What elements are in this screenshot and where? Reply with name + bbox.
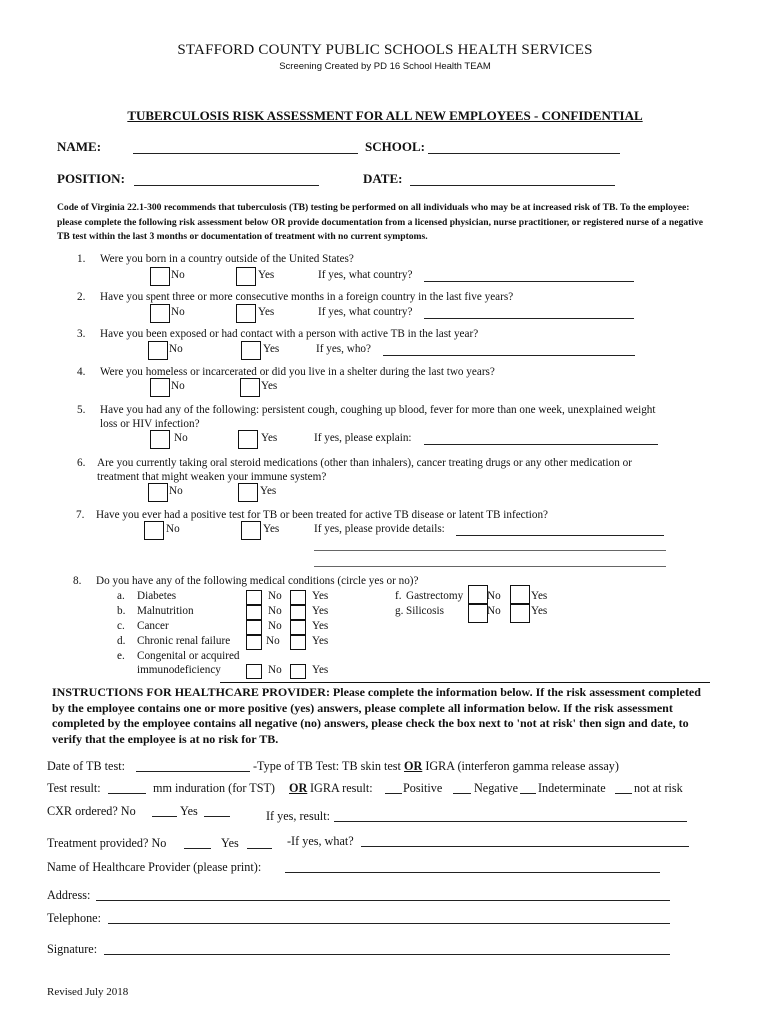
treatment-yes-field[interactable]	[247, 848, 272, 849]
address-label: Address:	[47, 888, 91, 902]
name-label: NAME:	[57, 139, 102, 154]
q5-text: Have you had any of the following: persistent cough, coughing up blood, fever for more than one week, unexplained weight	[100, 404, 656, 416]
q8e-yes-label: Yes	[312, 664, 329, 676]
q6-text-line2: treatment that might weaken your immune system?	[97, 471, 327, 483]
q6-yes-label: Yes	[260, 485, 277, 497]
q8e-label-line2: immunodeficiency	[137, 664, 221, 676]
q4-number: 4.	[77, 366, 86, 378]
q8a-yes-label: Yes	[312, 590, 329, 602]
telephone-label: Telephone:	[47, 911, 101, 925]
q8b-letter: b.	[117, 605, 126, 617]
q4-text: Were you homeless or incarcerated or did you live in a shelter during the last two years?	[100, 366, 495, 378]
q8e-letter: e.	[117, 650, 125, 662]
q8-number: 8.	[73, 575, 82, 587]
q5-number: 5.	[77, 404, 86, 416]
q7-followup: If yes, please provide details:	[314, 523, 445, 535]
q8-text: Do you have any of the following medical conditions (circle yes or no)?	[96, 575, 419, 587]
q2-yes-checkbox[interactable]	[236, 304, 256, 323]
treatment-what-label: -If yes, what?	[287, 834, 354, 848]
q8e-no-label: No	[268, 664, 282, 676]
test-result-label: Test result:	[47, 781, 101, 795]
tb-type-or: OR	[403, 759, 423, 773]
q8b-no-label: No	[268, 605, 282, 617]
q8f-letter: f.	[395, 590, 402, 602]
q8c-yes-label: Yes	[312, 620, 329, 632]
q8c-no-label: No	[268, 620, 282, 632]
tb-type-label	[253, 759, 619, 774]
q8c-no-checkbox[interactable]	[246, 620, 262, 635]
negative-field[interactable]	[453, 793, 471, 794]
q1-number: 1.	[77, 253, 86, 265]
q8f-no-checkbox[interactable]	[468, 585, 488, 604]
q7-no-checkbox[interactable]	[144, 521, 164, 540]
q3-yes-checkbox[interactable]	[241, 341, 261, 360]
q3-yes-label: Yes	[263, 343, 280, 355]
provider-instructions: INSTRUCTIONS FOR HEALTHCARE PROVIDER: Please complete the information below. If the risk assessment completed by the employee contains one or more positive (yes) answers, please complete all information below. If the risk assessment completed by the employee contains all negative (no) answers, please check the box next to 'not at risk' then sign and date, to verify that the employee is at no risk for TB.	[52, 685, 701, 746]
school-label: SCHOOL:	[365, 139, 425, 154]
q8c-yes-checkbox[interactable]	[290, 620, 306, 635]
cxr-yes-field[interactable]	[204, 816, 230, 817]
q8f-no-label: No	[487, 590, 501, 602]
position-label: POSITION:	[57, 171, 125, 186]
q8b-label: Malnutrition	[137, 605, 194, 617]
negative-option: Negative	[474, 781, 518, 795]
q7-yes-label: Yes	[263, 523, 280, 535]
q8d-yes-label: Yes	[312, 635, 329, 647]
positive-option: Positive	[403, 781, 443, 795]
header-title: STAFFORD COUNTY PUBLIC SCHOOLS HEALTH SERVICES	[177, 42, 593, 58]
signature-field[interactable]	[104, 954, 670, 955]
q8f-yes-label: Yes	[531, 590, 548, 602]
position-field[interactable]	[134, 185, 319, 186]
cxr-result-label: If yes, result:	[266, 809, 330, 823]
q8d-no-label: No	[266, 635, 280, 647]
not-at-risk-field[interactable]	[615, 793, 632, 794]
q2-followup: If yes, what country?	[318, 306, 413, 318]
q8d-yes-checkbox[interactable]	[290, 635, 306, 650]
q8f-label: Gastrectomy	[406, 590, 464, 602]
telephone-field[interactable]	[108, 923, 670, 924]
cxr-label: CXR ordered? No	[47, 804, 136, 818]
q8b-yes-label: Yes	[312, 605, 329, 617]
date-tb-field[interactable]	[136, 771, 250, 772]
indeterminate-option: Indeterminate	[538, 781, 606, 795]
q1-followup: If yes, what country?	[318, 269, 413, 281]
q4-yes-checkbox[interactable]	[240, 378, 260, 397]
q1-yes-label: Yes	[258, 269, 275, 281]
q8a-yes-checkbox[interactable]	[290, 590, 306, 605]
q7-number: 7.	[76, 509, 85, 521]
q8a-no-label: No	[268, 590, 282, 602]
cxr-result-field[interactable]	[334, 821, 687, 822]
q3-followup: If yes, who?	[316, 343, 371, 355]
treatment-what-field[interactable]	[361, 846, 689, 847]
q2-number: 2.	[77, 291, 86, 303]
q8d-label: Chronic renal failure	[137, 635, 231, 647]
q8g-label: Silicosis	[406, 605, 444, 617]
q2-no-checkbox[interactable]	[150, 304, 170, 323]
q2-text: Have you spent three or more consecutive months in a foreign country in the last five years?	[100, 291, 514, 303]
q2-yes-label: Yes	[258, 306, 275, 318]
q3-followup-field[interactable]	[383, 355, 635, 356]
not-at-risk-option: not at risk	[634, 781, 683, 795]
tb-type-text-a: -Type of TB Test: TB skin test	[253, 759, 404, 773]
q4-no-checkbox[interactable]	[150, 378, 170, 397]
q6-no-label: No	[169, 485, 183, 497]
q3-text: Have you been exposed or had contact with a person with active TB in the last year?	[100, 328, 479, 340]
q8c-letter: c.	[117, 620, 125, 632]
q6-yes-checkbox[interactable]	[238, 483, 258, 502]
q7-text: Have you ever had a positive test for TB or been treated for active TB disease or latent TB infection?	[96, 509, 549, 521]
positive-field[interactable]	[385, 793, 402, 794]
signature-label: Signature:	[47, 942, 98, 956]
q8g-no-checkbox[interactable]	[468, 604, 488, 623]
q7-yes-checkbox[interactable]	[241, 521, 261, 540]
provider-name-field[interactable]	[285, 872, 660, 873]
igra-result-label: IGRA result:	[310, 781, 373, 795]
cxr-yes-label: Yes	[180, 804, 198, 818]
indeterminate-field[interactable]	[520, 793, 536, 794]
q3-number: 3.	[77, 328, 86, 340]
q5-no-checkbox[interactable]	[150, 430, 170, 449]
q8g-no-label: No	[487, 605, 501, 617]
treatment-no-field[interactable]	[184, 848, 211, 849]
q8a-label: Diabetes	[137, 590, 177, 602]
section-divider	[220, 682, 710, 683]
date-field[interactable]	[410, 185, 615, 186]
cxr-no-field[interactable]	[152, 816, 177, 817]
q5-followup-field[interactable]	[424, 444, 658, 445]
address-field[interactable]	[96, 900, 670, 901]
q5-yes-checkbox[interactable]	[238, 430, 258, 449]
q8c-label: Cancer	[137, 620, 169, 632]
q5-followup: If yes, please explain:	[314, 432, 412, 444]
form-title: TUBERCULOSIS RISK ASSESSMENT FOR ALL NEW EMPLOYEES - CONFIDENTIAL	[127, 108, 643, 123]
q8g-letter: g.	[395, 605, 404, 617]
result-or: OR	[289, 781, 308, 795]
induration-label: mm induration (for TST)	[153, 781, 275, 795]
q8g-yes-checkbox[interactable]	[510, 604, 530, 623]
q3-no-checkbox[interactable]	[148, 341, 168, 360]
name-field[interactable]	[133, 153, 358, 154]
school-field[interactable]	[428, 153, 620, 154]
q8d-no-checkbox[interactable]	[246, 635, 262, 650]
q4-yes-label: Yes	[261, 380, 278, 392]
q8e-yes-checkbox[interactable]	[290, 664, 306, 679]
q7-details-line-3[interactable]	[314, 566, 666, 567]
treatment-yes-label: Yes	[221, 836, 239, 850]
date-tb-label: Date of TB test:	[47, 759, 125, 773]
tb-type-text-b: IGRA (interferon gamma release assay)	[422, 759, 619, 773]
q1-yes-checkbox[interactable]	[236, 267, 256, 286]
induration-field[interactable]	[108, 793, 146, 794]
q7-no-label: No	[166, 523, 180, 535]
intro-text: Code of Virginia 22.1-300 recommends that tuberculosis (TB) testing be performed on all individuals who may be at increased risk of TB. To the employee: please complete the following risk assessment below OR provide documentation from a licensed physician, nurse practitioner, or registered nurse of a negative TB test within the last 3 months or documentation of treatment with no current symptoms.	[57, 202, 704, 242]
treatment-label: Treatment provided? No	[47, 836, 167, 850]
q8g-yes-label: Yes	[531, 605, 548, 617]
q5-yes-label: Yes	[261, 432, 278, 444]
q7-followup-field[interactable]	[456, 535, 664, 536]
q8a-letter: a.	[117, 590, 125, 602]
q1-text: Were you born in a country outside of the United States?	[100, 253, 354, 265]
q7-details-line-2[interactable]	[314, 550, 666, 551]
q8a-no-checkbox[interactable]	[246, 590, 262, 605]
q8b-yes-checkbox[interactable]	[290, 605, 306, 620]
q8b-no-checkbox[interactable]	[246, 605, 262, 620]
header-subtitle: Screening Created by PD 16 School Health TEAM	[279, 61, 491, 72]
q1-followup-field[interactable]	[424, 281, 634, 282]
q8e-label: Congenital or acquired	[137, 650, 240, 662]
revised-date: Revised July 2018	[47, 986, 129, 998]
provider-name-label: Name of Healthcare Provider (please print):	[47, 860, 262, 874]
q4-no-label: No	[171, 380, 185, 392]
q6-text: Are you currently taking oral steroid medications (other than inhalers), cancer treating drugs or any other medication or	[97, 457, 632, 469]
q1-no-checkbox[interactable]	[150, 267, 170, 286]
q5-no-label: No	[174, 432, 188, 444]
q2-followup-field[interactable]	[424, 318, 634, 319]
q5-text-line2: loss or HIV infection?	[100, 418, 200, 430]
q1-no-label: No	[171, 269, 185, 281]
q6-no-checkbox[interactable]	[148, 483, 168, 502]
q6-number: 6.	[77, 457, 86, 469]
q2-no-label: No	[171, 306, 185, 318]
q8e-no-checkbox[interactable]	[246, 664, 262, 679]
q3-no-label: No	[169, 343, 183, 355]
date-label: DATE:	[363, 171, 403, 186]
q8d-letter: d.	[117, 635, 126, 647]
q8f-yes-checkbox[interactable]	[510, 585, 530, 604]
